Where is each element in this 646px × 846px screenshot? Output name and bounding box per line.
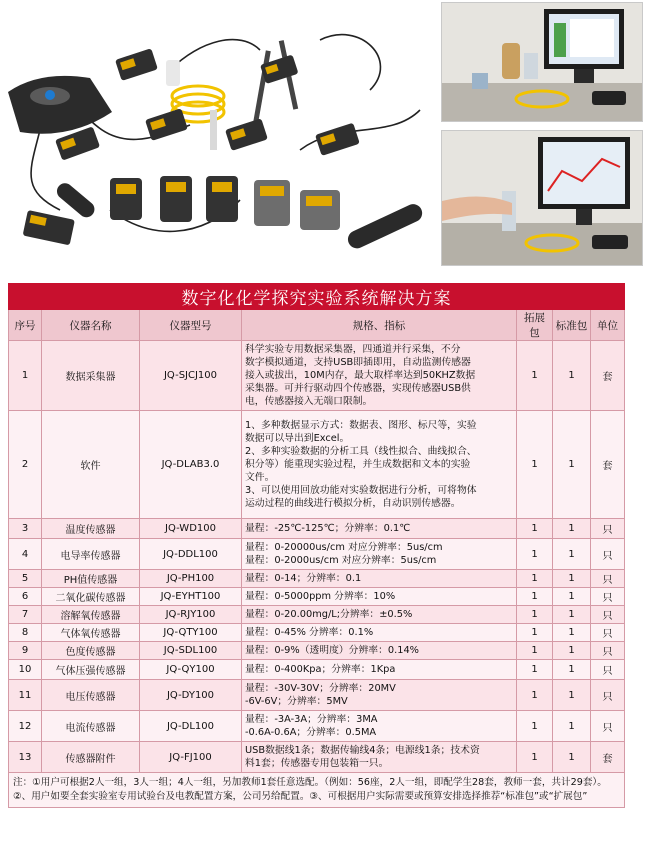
header-unit: 单位 [591, 310, 625, 341]
row-number: 2 [9, 411, 42, 519]
row-number: 4 [9, 539, 42, 570]
standard-pack-qty: 1 [553, 539, 591, 570]
row-number: 8 [9, 624, 42, 642]
instrument-name: 色度传感器 [42, 642, 140, 660]
row-number: 3 [9, 519, 42, 539]
row-number: 13 [9, 742, 42, 773]
extension-pack-qty: 1 [517, 680, 553, 711]
row-number: 12 [9, 711, 42, 742]
unit: 套 [591, 341, 625, 411]
standard-pack-qty: 1 [553, 411, 591, 519]
extension-pack-qty: 1 [517, 742, 553, 773]
spec-text: 量程：0-20000us/cm 对应分辨率：5us/cm 量程：0-2000us/cm 对应分辨率：5us/cm [242, 539, 517, 570]
header-spec: 规格、指标 [242, 310, 517, 341]
standard-pack-qty: 1 [553, 519, 591, 539]
product-photo-sensors [0, 0, 436, 268]
instrument-name: 电导率传感器 [42, 539, 140, 570]
row-number: 9 [9, 642, 42, 660]
standard-pack-qty: 1 [553, 680, 591, 711]
instrument-name: 气体压强传感器 [42, 660, 140, 680]
standard-pack-qty: 1 [553, 711, 591, 742]
instrument-model: JQ-SJCJ100 [140, 341, 242, 411]
standard-pack-qty: 1 [553, 624, 591, 642]
spec-text: 量程：0-20.00mg/L;分辨率：±0.5% [242, 606, 517, 624]
spec-text: 量程：-25℃-125℃；分辨率：0.1℃ [242, 519, 517, 539]
extension-pack-qty: 1 [517, 341, 553, 411]
unit: 只 [591, 606, 625, 624]
table-row [9, 588, 625, 606]
header-name: 仪器名称 [42, 310, 140, 341]
instrument-model: JQ-QY100 [140, 660, 242, 680]
instrument-model: JQ-EYHT100 [140, 588, 242, 606]
extension-pack-qty: 1 [517, 570, 553, 588]
instrument-name: 溶解氧传感器 [42, 606, 140, 624]
table-row [9, 411, 625, 519]
table-row [9, 341, 625, 411]
spec-text: 量程：-3A-3A；分辨率：3MA -0.6A-0.6A；分辨率：0.5MA [242, 711, 517, 742]
instrument-name: 电压传感器 [42, 680, 140, 711]
extension-pack-qty: 1 [517, 660, 553, 680]
instrument-model: JQ-DL100 [140, 711, 242, 742]
spec-text: 量程：0-14；分辨率：0.1 [242, 570, 517, 588]
table-row [9, 624, 625, 642]
standard-pack-qty: 1 [553, 742, 591, 773]
extension-pack-qty: 1 [517, 606, 553, 624]
lab-photo-top [441, 2, 643, 122]
table-row [9, 642, 625, 660]
extension-pack-qty: 1 [517, 711, 553, 742]
instrument-name: 传感器附件 [42, 742, 140, 773]
instrument-name: PH值传感器 [42, 570, 140, 588]
extension-pack-qty: 1 [517, 539, 553, 570]
standard-pack-qty: 1 [553, 341, 591, 411]
instrument-model: JQ-RJY100 [140, 606, 242, 624]
standard-pack-qty: 1 [553, 642, 591, 660]
instrument-name: 数据采集器 [42, 341, 140, 411]
unit: 只 [591, 711, 625, 742]
row-number: 11 [9, 680, 42, 711]
standard-pack-qty: 1 [553, 570, 591, 588]
instrument-model: JQ-QTY100 [140, 624, 242, 642]
table-row [9, 539, 625, 570]
spec-text: 量程：-30V-30V；分辨率：20MV -6V-6V；分辨率：5MV [242, 680, 517, 711]
table-note: 注：①用户可根据2人一组，3人一组；4人一组，另加教师1套任意选配。（例如：56座，2人一组，即配学生28套，教师一套，共计29套）。②、用户如要全套实验室专用试验台及电教配置方案，公司另给配置。③、可根据用户实际需要或预算安排选择推荐“标准包”或“扩展包” [9, 773, 625, 808]
unit: 只 [591, 570, 625, 588]
header-std: 标准包 [553, 310, 591, 341]
standard-pack-qty: 1 [553, 606, 591, 624]
extension-pack-qty: 1 [517, 642, 553, 660]
lab-photo-bottom [441, 130, 643, 266]
spec-text: USB数据线1条；数据传输线4条；电源线1条；技术资 料1套；传感器专用包装箱一只。 [242, 742, 517, 773]
standard-pack-qty: 1 [553, 588, 591, 606]
table-row [9, 680, 625, 711]
unit: 只 [591, 680, 625, 711]
unit: 只 [591, 588, 625, 606]
unit: 只 [591, 660, 625, 680]
instrument-name: 气体氧传感器 [42, 624, 140, 642]
unit: 套 [591, 411, 625, 519]
row-number: 1 [9, 341, 42, 411]
extension-pack-qty: 1 [517, 411, 553, 519]
instrument-name: 温度传感器 [42, 519, 140, 539]
instrument-model: JQ-DDL100 [140, 539, 242, 570]
spec-text: 科学实验专用数据采集器，四通道并行采集，不分 数字模拟通道，支持USB即插即用，自动监测传感器 接入或拔出，10M内存，最大取样率达到50KHZ数据 采集器。可并行驱动四个传感器，实现传感器USB供 电，传感器接入无端口限制。 [242, 341, 517, 411]
row-number: 6 [9, 588, 42, 606]
table-row [9, 660, 625, 680]
header-model: 仪器型号 [140, 310, 242, 341]
table-row [9, 711, 625, 742]
spec-text: 量程：0-5000ppm 分辨率：10% [242, 588, 517, 606]
standard-pack-qty: 1 [553, 660, 591, 680]
spec-text: 量程：0-45% 分辨率：0.1% [242, 624, 517, 642]
solution-table [8, 283, 625, 808]
extension-pack-qty: 1 [517, 588, 553, 606]
unit: 只 [591, 642, 625, 660]
instrument-model: JQ-PH100 [140, 570, 242, 588]
table-title: 数字化化学探究实验系统解决方案 [9, 284, 625, 310]
solution-table-wrapper [8, 283, 624, 808]
spec-text: 量程：0-400Kpa；分辨率：1Kpa [242, 660, 517, 680]
instrument-model: JQ-DY100 [140, 680, 242, 711]
instrument-model: JQ-FJ100 [140, 742, 242, 773]
table-title-row [9, 284, 625, 310]
extension-pack-qty: 1 [517, 519, 553, 539]
row-number: 5 [9, 570, 42, 588]
row-number: 10 [9, 660, 42, 680]
instrument-model: JQ-SDL100 [140, 642, 242, 660]
table-row [9, 742, 625, 773]
unit: 只 [591, 539, 625, 570]
unit: 只 [591, 519, 625, 539]
instrument-model: JQ-DLAB3.0 [140, 411, 242, 519]
table-row [9, 570, 625, 588]
instrument-name: 二氧化碳传感器 [42, 588, 140, 606]
table-row [9, 519, 625, 539]
spec-text: 1、多种数据显示方式：数据表、图形、标尺等，实验 数据可以导出到Excel。 2、多种实验数据的分析工具（线性拟合、曲线拟合、 积分等）能重现实验过程，并生成数据和文本的实验 文件。 3、可以使用回放功能对实验数据进行分析，可将物体 运动过程的曲线进行模拟分析，自动识别传感器。 [242, 411, 517, 519]
table-header-row [9, 310, 625, 341]
extension-pack-qty: 1 [517, 624, 553, 642]
table-row [9, 606, 625, 624]
instrument-name: 软件 [42, 411, 140, 519]
unit: 只 [591, 624, 625, 642]
header-no: 序号 [9, 310, 42, 341]
header-ext: 拓展包 [517, 310, 553, 341]
instrument-name: 电流传感器 [42, 711, 140, 742]
note-row [9, 773, 625, 808]
unit: 套 [591, 742, 625, 773]
instrument-model: JQ-WD100 [140, 519, 242, 539]
row-number: 7 [9, 606, 42, 624]
spec-text: 量程：0-9%（透明度）分辨率：0.14% [242, 642, 517, 660]
